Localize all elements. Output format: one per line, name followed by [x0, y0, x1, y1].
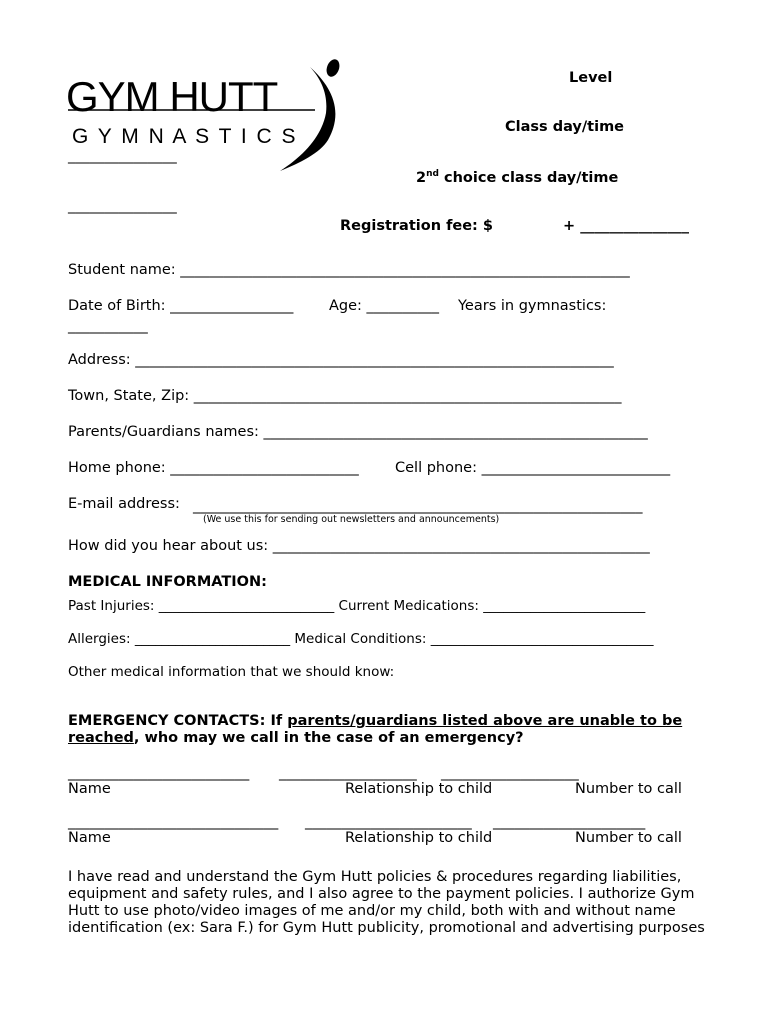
agreement-line-3: Hutt to use photo/video images of me and/or my child, both with and without name: [68, 903, 676, 919]
second-choice-sup: nd: [426, 169, 439, 179]
emergency-heading-underlined: parents/guardians listed above are unable to be: [287, 713, 683, 729]
contact1-number-label: Number to call: [575, 781, 682, 797]
emergency-heading-prefix: EMERGENCY CONTACTS: If: [68, 713, 288, 729]
logo-name: GYM HUTT: [66, 73, 278, 120]
agreement-line-1: I have read and understand the Gym Hutt policies & procedures regarding liabilities,: [68, 869, 682, 885]
left-blank-2[interactable]: _______________: [68, 198, 177, 214]
emergency-heading-rest: , who may we call in the case of an emergency?: [133, 730, 524, 746]
emergency-heading-line1: [68, 713, 682, 729]
contact1-name-blank[interactable]: _________________________: [68, 765, 250, 781]
town-state-zip-field[interactable]: Town, State, Zip: ___________________________________________________________: [68, 388, 622, 404]
cell-phone-field[interactable]: Cell phone: __________________________: [395, 460, 671, 476]
agreement-paragraph: [68, 869, 705, 937]
contact2-relationship-blank[interactable]: _______________________: [305, 814, 472, 830]
home-phone-field[interactable]: Home phone: __________________________: [68, 460, 359, 476]
level-label: Level: [569, 70, 613, 86]
left-blank-1[interactable]: _______________: [68, 148, 177, 164]
other-medical-label: Other medical information that we should know:: [68, 664, 395, 680]
parents-names-field[interactable]: Parents/Guardians names: _____________________________________________________: [68, 424, 648, 440]
contact1-relationship-blank[interactable]: ___________________: [279, 765, 417, 781]
email-blank[interactable]: ______________________________________________________________: [193, 498, 643, 514]
contact2-number-blank[interactable]: _____________________: [493, 814, 646, 830]
dob-field[interactable]: Date of Birth: _________________: [68, 298, 294, 314]
email-label: E-mail address:: [68, 496, 180, 512]
student-name-field[interactable]: Student name: ______________________________________________________________: [68, 262, 630, 278]
registration-fee-plus[interactable]: + _______________: [563, 218, 689, 234]
hear-about-us-field[interactable]: How did you hear about us: ____________________________________________________: [68, 538, 650, 554]
allergies-conditions-field[interactable]: Allergies: _______________________ Medical Conditions: _________________________________: [68, 631, 654, 647]
address-field[interactable]: Address: __________________________________________________________________: [68, 352, 614, 368]
contact1-number-blank[interactable]: ___________________: [441, 765, 579, 781]
medical-heading: MEDICAL INFORMATION:: [68, 574, 267, 590]
emergency-heading-reached: reached: [68, 730, 134, 746]
second-choice-number: 2: [416, 169, 427, 186]
agreement-line-4: identification (ex: Sara F.) for Gym Hutt publicity, promotional and advertising purposes: [68, 920, 705, 936]
logo-tagline: G Y M N A S T I C S: [72, 125, 298, 148]
contact1-relationship-label: Relationship to child: [345, 781, 493, 797]
years-gymnastics-blank[interactable]: ___________: [68, 318, 148, 334]
contact2-relationship-label: Relationship to child: [345, 830, 493, 846]
contact1-name-label: Name: [68, 781, 111, 797]
contact2-name-label: Name: [68, 830, 111, 846]
second-choice-label: [416, 169, 618, 186]
emergency-heading-line2: [68, 730, 524, 746]
age-field[interactable]: Age: __________: [329, 298, 440, 314]
contact2-number-label: Number to call: [575, 830, 682, 846]
injuries-medications-field[interactable]: Past Injuries: __________________________ Current Medications: ________________________: [68, 598, 646, 614]
contact2-name-blank[interactable]: _____________________________: [68, 814, 279, 830]
registration-fee-label: Registration fee: $: [340, 218, 493, 234]
email-note: (We use this for sending out newsletters and announcements): [203, 514, 500, 525]
years-gymnastics-label: Years in gymnastics:: [458, 298, 607, 314]
agreement-line-2: equipment and safety rules, and I also agree to the payment policies. I authorize Gym: [68, 886, 695, 902]
second-choice-text: choice class day/time: [444, 169, 619, 186]
class-daytime-label: Class day/time: [505, 119, 625, 135]
